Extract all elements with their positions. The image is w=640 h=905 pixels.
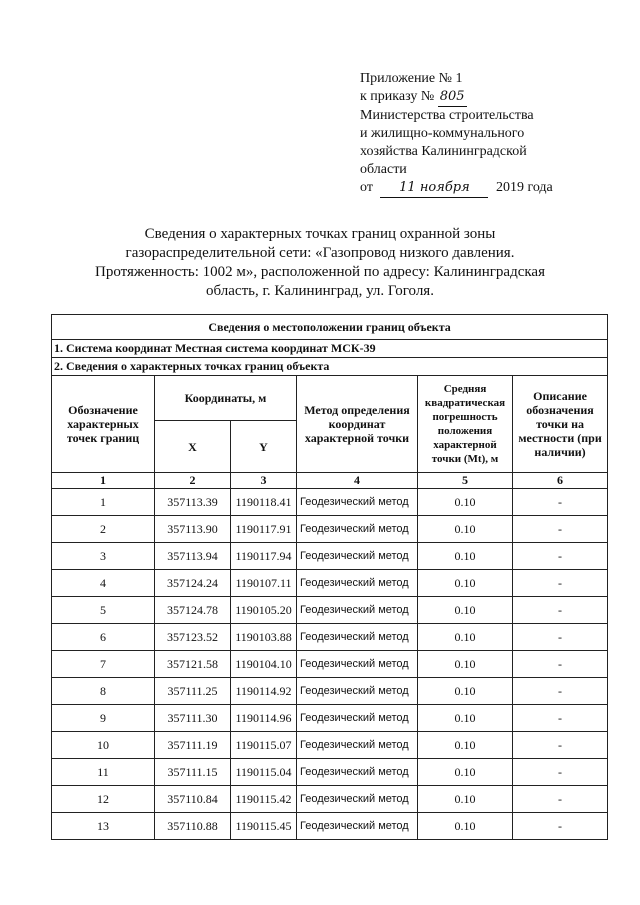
cell-description: -	[513, 651, 608, 678]
cell-accuracy: 0.10	[418, 813, 513, 840]
cell-x: 357121.58	[155, 651, 231, 678]
cell-x: 357111.19	[155, 732, 231, 759]
order-number-handwritten: 805	[438, 88, 467, 107]
cell-y: 1190117.91	[231, 516, 297, 543]
cell-method: Геодезический метод	[297, 678, 418, 705]
column-number: 5	[418, 473, 513, 489]
cell-description: -	[513, 516, 608, 543]
col-point-header: Обозначение характерных точек границ	[52, 376, 155, 473]
date-handwritten: 11 ноября	[399, 180, 470, 195]
date-suffix: 2019 года	[495, 180, 553, 195]
cell-y: 1190115.45	[231, 813, 297, 840]
column-number: 3	[231, 473, 297, 489]
coordinate-system-row: 1. Система координат Местная система координат МСК-39	[52, 340, 608, 358]
col-coordinates-header: Координаты, м	[155, 376, 297, 421]
cell-x: 357113.90	[155, 516, 231, 543]
cell-point: 6	[52, 624, 155, 651]
points-section-row: 2. Сведения о характерных точках границ объекта	[52, 358, 608, 376]
cell-method: Геодезический метод	[297, 732, 418, 759]
cell-point: 13	[52, 813, 155, 840]
ministry-line-1: Министерства строительства	[360, 108, 534, 123]
cell-accuracy: 0.10	[418, 732, 513, 759]
cell-point: 11	[52, 759, 155, 786]
table-header: Сведения о местоположении границ объекта	[52, 315, 608, 340]
appendix-title: Приложение № 1	[360, 71, 463, 86]
cell-point: 10	[52, 732, 155, 759]
cell-method: Геодезический метод	[297, 570, 418, 597]
table-row	[52, 651, 608, 678]
cell-x: 357123.52	[155, 624, 231, 651]
cell-point: 1	[52, 489, 155, 516]
cell-point: 7	[52, 651, 155, 678]
cell-x: 357111.25	[155, 678, 231, 705]
table-row	[52, 705, 608, 732]
col-x-header: X	[155, 421, 231, 473]
cell-method: Геодезический метод	[297, 705, 418, 732]
cell-y: 1190104.10	[231, 651, 297, 678]
cell-method: Геодезический метод	[297, 489, 418, 516]
date-line	[360, 179, 620, 198]
cell-point: 4	[52, 570, 155, 597]
cell-accuracy: 0.10	[418, 543, 513, 570]
table-row	[52, 813, 608, 840]
cell-y: 1190115.07	[231, 732, 297, 759]
cell-method: Геодезический метод	[297, 759, 418, 786]
cell-method: Геодезический метод	[297, 624, 418, 651]
cell-description: -	[513, 813, 608, 840]
cell-description: -	[513, 597, 608, 624]
column-number: 2	[155, 473, 231, 489]
column-number: 4	[297, 473, 418, 489]
column-numbers-row	[52, 473, 608, 489]
cell-accuracy: 0.10	[418, 705, 513, 732]
order-line	[360, 88, 620, 107]
cell-accuracy: 0.10	[418, 624, 513, 651]
ministry-line-4: области	[360, 162, 407, 177]
cell-y: 1190103.88	[231, 624, 297, 651]
ministry-line-2: и жилищно-коммунального	[360, 126, 525, 141]
cell-method: Геодезический метод	[297, 786, 418, 813]
cell-y: 1190118.41	[231, 489, 297, 516]
ministry-line-3: хозяйства Калининградской	[360, 144, 527, 159]
cell-description: -	[513, 759, 608, 786]
table-row	[52, 597, 608, 624]
cell-point: 9	[52, 705, 155, 732]
col-y-header: Y	[231, 421, 297, 473]
cell-accuracy: 0.10	[418, 489, 513, 516]
col-description-header: Описание обозначения точки на местности (при наличии)	[513, 376, 608, 473]
cell-accuracy: 0.10	[418, 570, 513, 597]
cell-method: Геодезический метод	[297, 516, 418, 543]
cell-point: 3	[52, 543, 155, 570]
cell-description: -	[513, 489, 608, 516]
cell-description: -	[513, 543, 608, 570]
cell-y: 1190107.11	[231, 570, 297, 597]
cell-y: 1190114.96	[231, 705, 297, 732]
cell-description: -	[513, 705, 608, 732]
cell-accuracy: 0.10	[418, 759, 513, 786]
cell-x: 357111.15	[155, 759, 231, 786]
cell-x: 357113.94	[155, 543, 231, 570]
cell-point: 2	[52, 516, 155, 543]
column-number: 6	[513, 473, 608, 489]
cell-x: 357124.24	[155, 570, 231, 597]
cell-method: Геодезический метод	[297, 651, 418, 678]
appendix-block	[360, 70, 620, 198]
col-accuracy-header: Средняя квадратическая погрешность положения характерной точки (Mt), м	[418, 376, 513, 473]
cell-point: 8	[52, 678, 155, 705]
cell-method: Геодезический метод	[297, 813, 418, 840]
cell-accuracy: 0.10	[418, 786, 513, 813]
order-prefix: к приказу №	[360, 89, 435, 104]
cell-x: 357110.84	[155, 786, 231, 813]
table-row	[52, 516, 608, 543]
cell-x: 357111.30	[155, 705, 231, 732]
date-prefix: от	[360, 180, 373, 195]
cell-point: 12	[52, 786, 155, 813]
cell-y: 1190115.42	[231, 786, 297, 813]
cell-x: 357113.39	[155, 489, 231, 516]
cell-accuracy: 0.10	[418, 651, 513, 678]
cell-accuracy: 0.10	[418, 516, 513, 543]
cell-y: 1190114.92	[231, 678, 297, 705]
table-row	[52, 489, 608, 516]
cell-point: 5	[52, 597, 155, 624]
cell-y: 1190117.94	[231, 543, 297, 570]
date-field	[380, 179, 488, 198]
cell-description: -	[513, 786, 608, 813]
table-row	[52, 759, 608, 786]
cell-description: -	[513, 732, 608, 759]
cell-description: -	[513, 570, 608, 597]
document-title: Сведения о характерных точках границ охранной зоны газораспределительной сети: «Газопровод низкого давления. Протяженность: 1002 м», расположенной по адресу: Калининградская область, г. Калининград, ул. Гоголя.	[95, 226, 545, 299]
table-row	[52, 732, 608, 759]
table-row	[52, 786, 608, 813]
boundary-points-table	[51, 314, 608, 840]
cell-method: Геодезический метод	[297, 597, 418, 624]
table-row	[52, 543, 608, 570]
cell-y: 1190115.04	[231, 759, 297, 786]
table-row	[52, 678, 608, 705]
column-number: 1	[52, 473, 155, 489]
cell-y: 1190105.20	[231, 597, 297, 624]
cell-method: Геодезический метод	[297, 543, 418, 570]
cell-accuracy: 0.10	[418, 597, 513, 624]
cell-x: 357124.78	[155, 597, 231, 624]
cell-x: 357110.88	[155, 813, 231, 840]
cell-description: -	[513, 624, 608, 651]
cell-accuracy: 0.10	[418, 678, 513, 705]
table-row	[52, 624, 608, 651]
col-method-header: Метод определения координат характерной точки	[297, 376, 418, 473]
cell-description: -	[513, 678, 608, 705]
table-row	[52, 570, 608, 597]
